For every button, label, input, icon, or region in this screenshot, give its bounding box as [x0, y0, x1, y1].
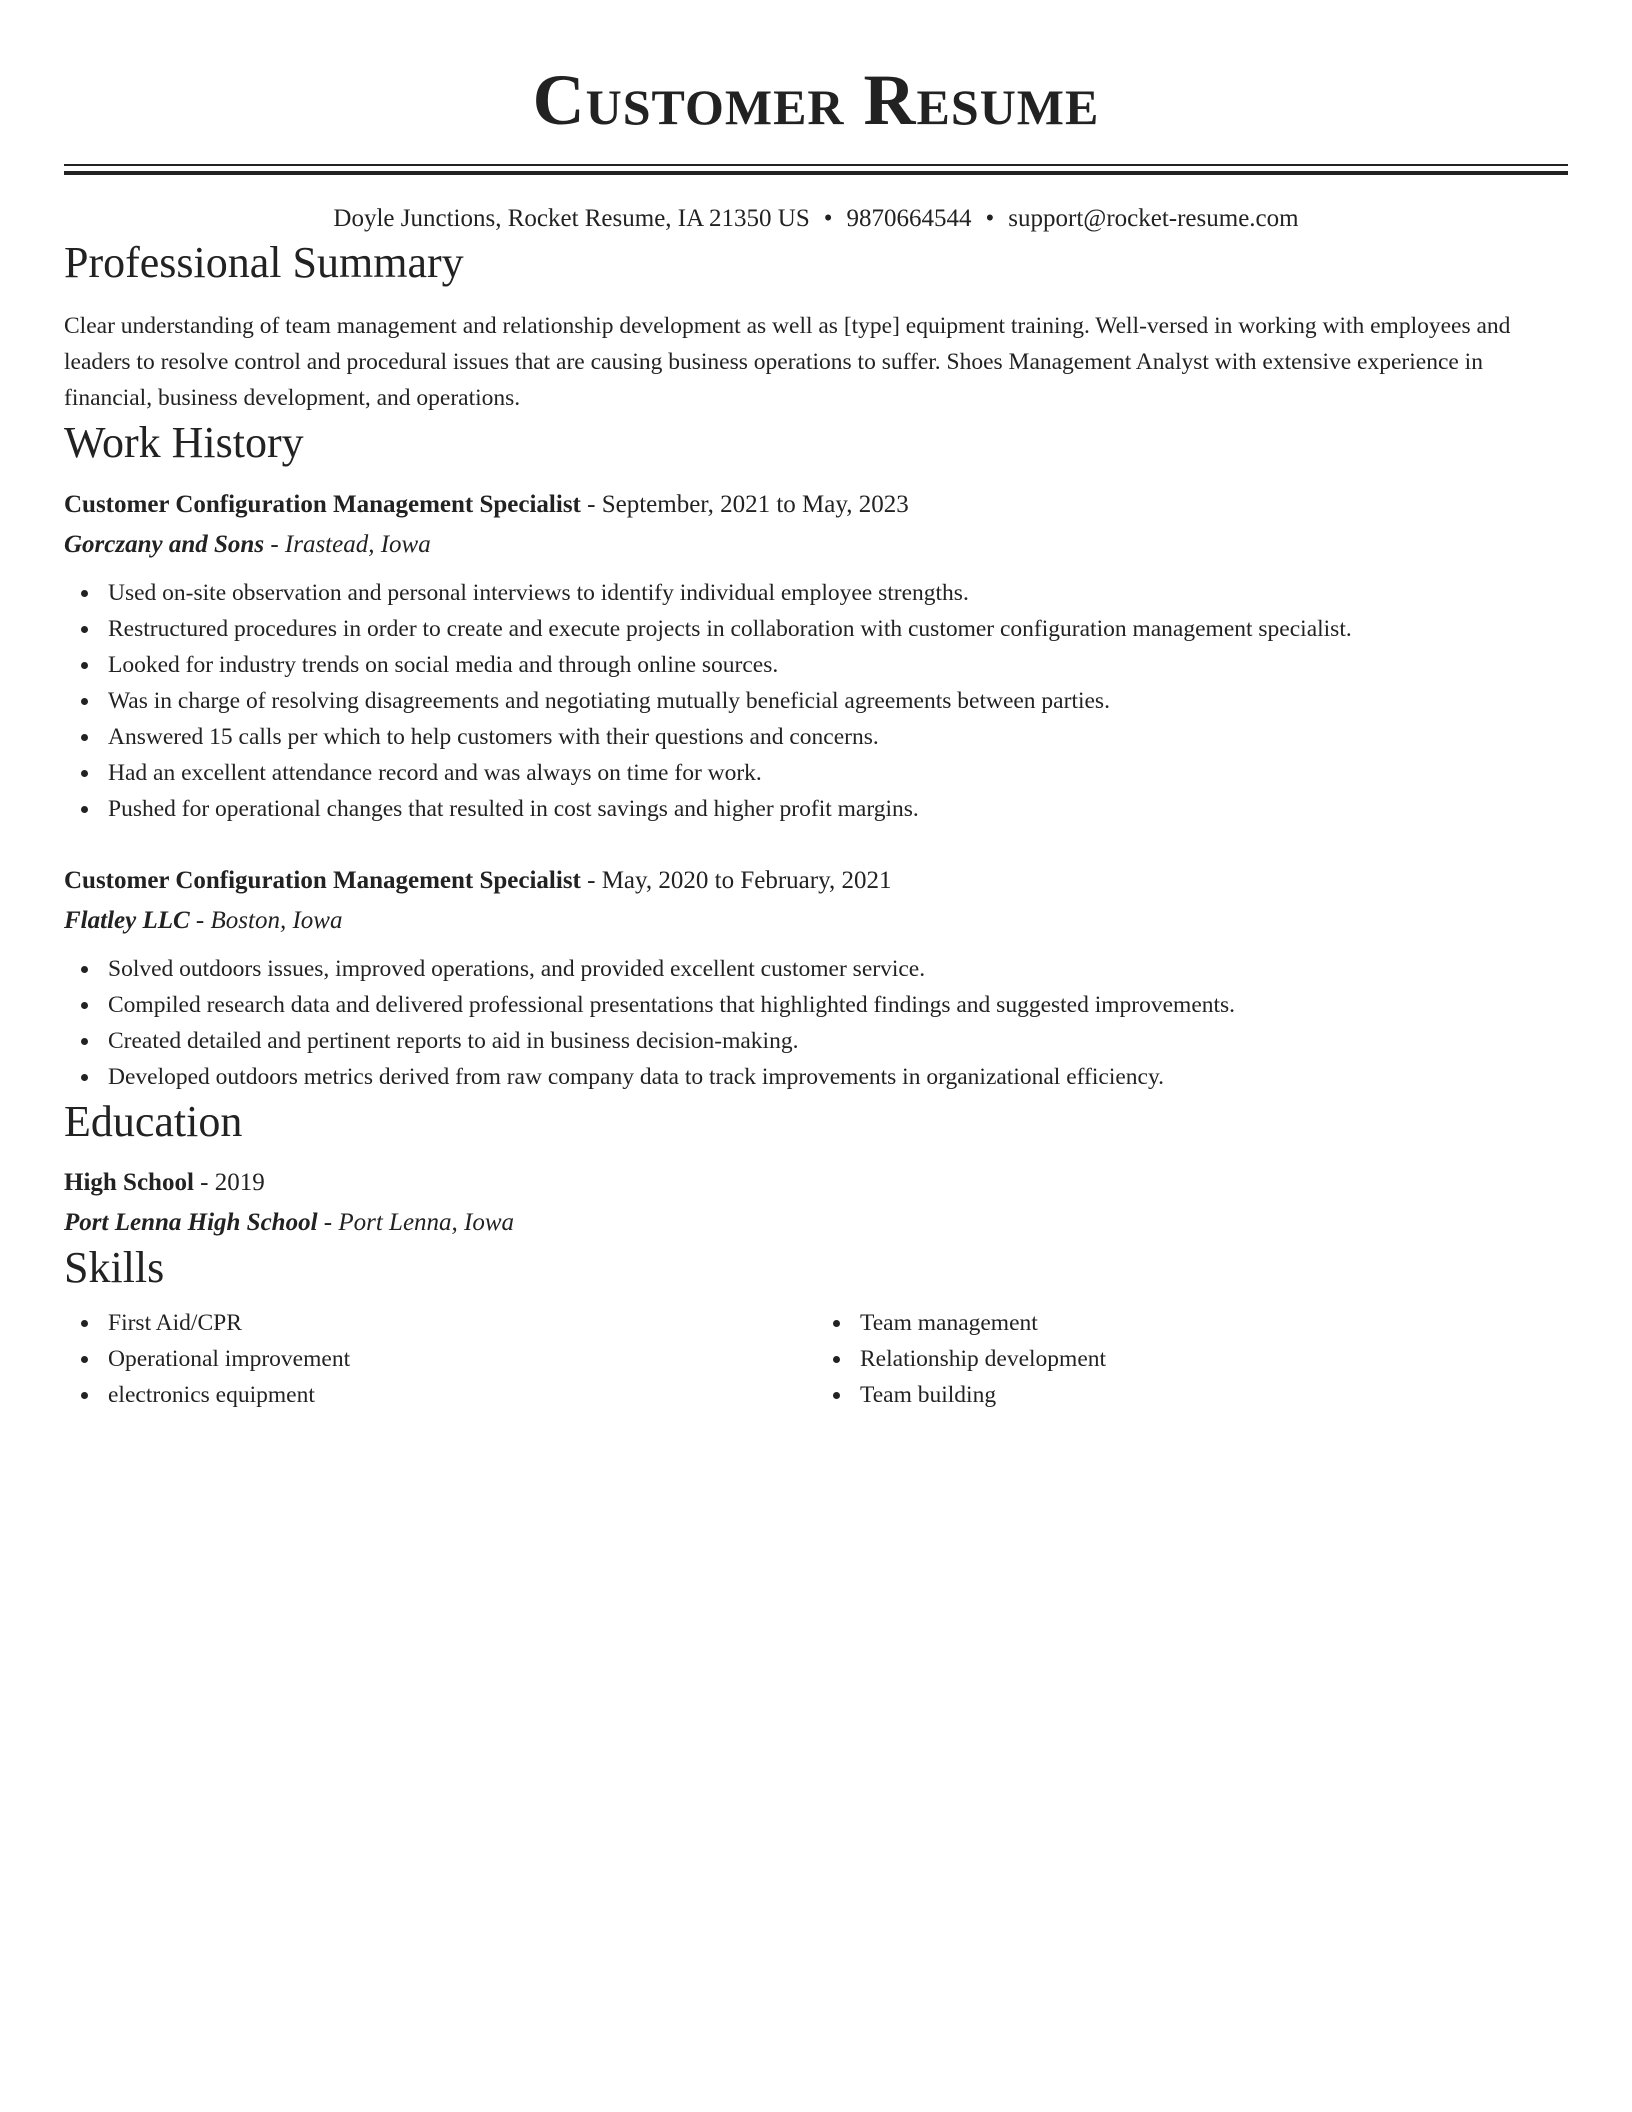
contact-line — [64, 202, 1568, 236]
education-entry — [64, 1165, 1568, 1241]
skills-heading: Skills — [64, 1243, 165, 1292]
contact-separator: • — [985, 205, 995, 232]
job-bullet: Pushed for operational changes that resulted in cost savings and higher profit margins. — [108, 791, 1568, 827]
job-dates: - May, 2020 to February, 2021 — [580, 867, 892, 894]
work-history-heading: Work History — [64, 418, 304, 467]
job-title: Customer Configuration Management Specialist — [64, 491, 581, 518]
skill-item: Operational improvement — [108, 1341, 816, 1377]
job-company: Gorczany and Sons — [64, 531, 265, 558]
education-degree-line — [64, 1165, 1568, 1201]
contact-separator: • — [823, 205, 833, 232]
skill-item: electronics equipment — [108, 1377, 816, 1413]
job-company-line — [64, 903, 1568, 939]
resume-title: Customer Resume — [532, 60, 1100, 140]
job-title-line — [64, 863, 1568, 899]
summary-heading: Professional Summary — [64, 238, 464, 287]
job-company: Flatley LLC — [64, 907, 190, 934]
education-school: Port Lenna High School — [64, 1209, 318, 1236]
job-bullet: Looked for industry trends on social media and through online sources. — [108, 647, 1568, 683]
job-bullet: Answered 15 calls per which to help customers with their questions and concerns. — [108, 719, 1568, 755]
job-bullet: Developed outdoors metrics derived from raw company data to track improvements in organizational efficiency. — [108, 1059, 1568, 1095]
skills-column-right — [816, 1305, 1568, 1413]
education-location: - Port Lenna, Iowa — [317, 1209, 515, 1236]
skill-item: Team management — [860, 1305, 1568, 1341]
contact-address: Doyle Junctions, Rocket Resume, IA 21350 US — [333, 205, 810, 232]
job-dates: - September, 2021 to May, 2023 — [580, 491, 909, 518]
job-bullet: Created detailed and pertinent reports to aid in business decision-making. — [108, 1023, 1568, 1059]
job-bullet: Had an excellent attendance record and was always on time for work. — [108, 755, 1568, 791]
job-bullets — [64, 951, 1568, 1095]
job-title-line — [64, 487, 1568, 523]
skill-item: Relationship development — [860, 1341, 1568, 1377]
job-bullet: Used on-site observation and personal interviews to identify individual employee strengths. — [108, 575, 1568, 611]
skills-list — [64, 1305, 816, 1413]
skills-list — [816, 1305, 1568, 1413]
job-location: - Boston, Iowa — [189, 907, 343, 934]
skills-grid — [64, 1305, 1568, 1413]
job-bullets — [64, 575, 1568, 827]
education-heading: Education — [64, 1097, 243, 1146]
job-location: - Irastead, Iowa — [264, 531, 431, 558]
skill-item: Team building — [860, 1377, 1568, 1413]
contact-phone: 9870664544 — [846, 205, 972, 232]
education-degree: High School — [64, 1169, 194, 1196]
education-school-line — [64, 1205, 1568, 1241]
job-company-line — [64, 527, 1568, 563]
skills-column-left — [64, 1305, 816, 1413]
job-entry — [64, 863, 1568, 1095]
job-entry — [64, 487, 1568, 827]
skill-item: First Aid/CPR — [108, 1305, 816, 1341]
job-bullet: Restructured procedures in order to create and execute projects in collaboration with customer configuration management specialist. — [108, 611, 1568, 647]
job-bullet: Compiled research data and delivered professional presentations that highlighted findings and suggested improvements. — [108, 987, 1568, 1023]
contact-email: support@rocket-resume.com — [1008, 205, 1299, 232]
title-divider — [64, 164, 1568, 176]
job-bullet: Was in charge of resolving disagreements and negotiating mutually beneficial agreements between parties. — [108, 683, 1568, 719]
education-year: - 2019 — [193, 1169, 265, 1196]
summary-text: Clear understanding of team management and relationship development as well as [type] equipment training. Well-versed in working with employees and leaders to resolve control and procedural issues that are causing business operations to suffer. Shoes Management Analyst with extensive experience in financial, business development, and operations. — [64, 313, 1511, 411]
job-bullet: Solved outdoors issues, improved operations, and provided excellent customer service. — [108, 951, 1568, 987]
job-title: Customer Configuration Management Specialist — [64, 867, 581, 894]
